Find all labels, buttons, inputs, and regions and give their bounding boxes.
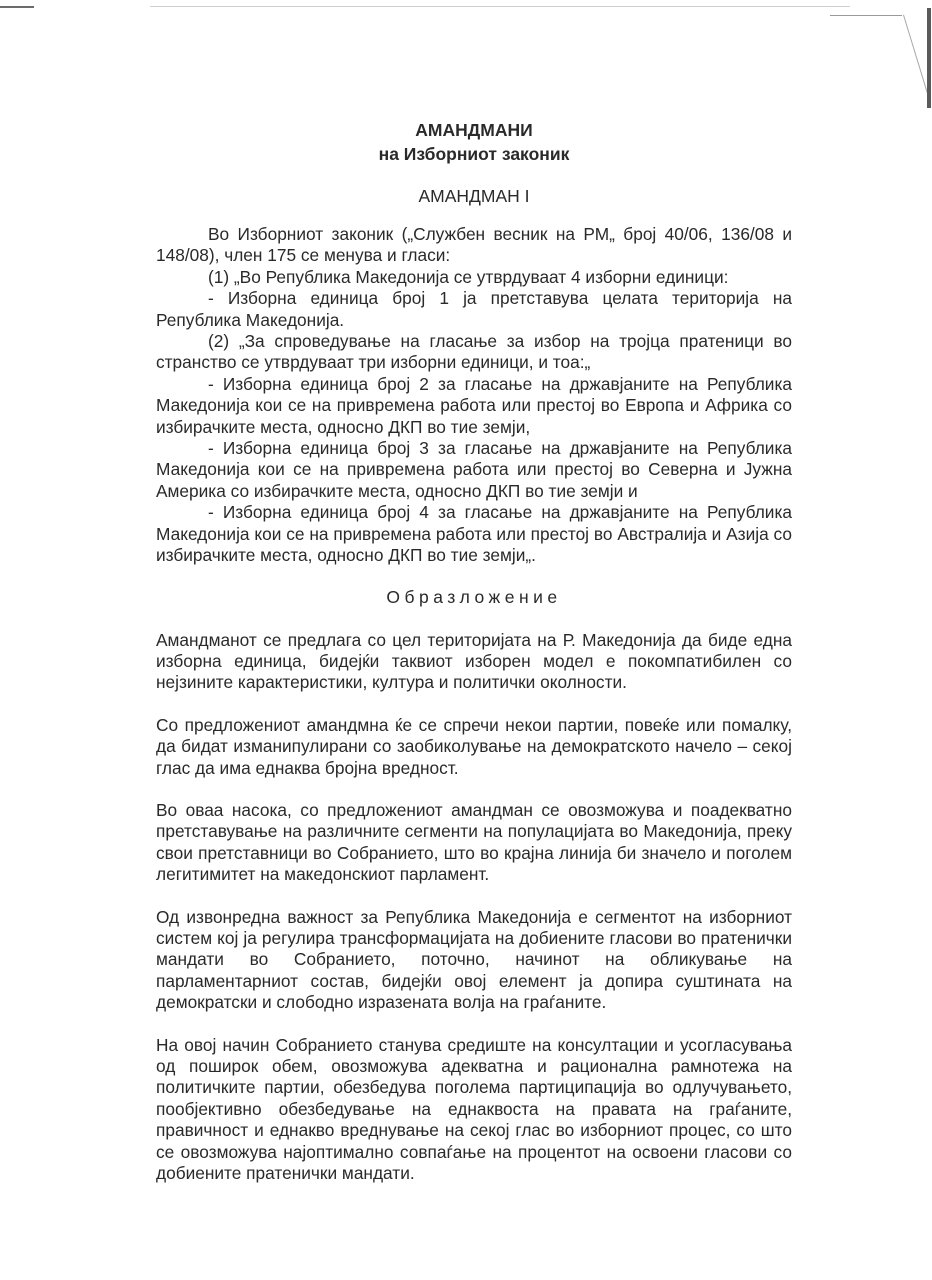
document-page [156,118,792,1205]
amendment-clause-1: (1) „Во Република Македонија се утврдуваат 4 изборни единици: [208,266,729,287]
scan-artifact-line [150,6,850,7]
electoral-unit-3: - Изборна единица број 3 за гласање на државјаните на Република Македонија кои се на привремена работа или престој во Северна и Јужна Америка со избирачките места, односно ДКП во тие земји и [156,438,792,501]
electoral-unit-2: - Изборна единица број 2 за гласање на државјаните на Република Македонија кои се на привремена работа или престој во Европа и Африка со избирачките места, односно ДКП во тие земји, [156,373,792,437]
explanation-paragraph: Со предложениот амандмна ќе се спречи некои партии, повеќе или помалку, да бидат изманипулирани со заобиколување на демократското начело – секој глас да има еднаква бројна вредност. [156,714,792,778]
electoral-unit-1: - Изборна единица број 1 ја претставува целата територија на Република Македонија. [156,288,792,330]
explanation-paragraph: Амандманот се предлага со цел територијата на Р. Македонија да биде една изборна единица, бидејќи таквиот изборен модел е покомпатибилен со нејзините карактеристики, култура и политички околности. [156,629,792,693]
amendment-heading: АМАНДМАН I [418,186,530,206]
document-subtitle: на Изборниот законик [378,144,570,164]
scan-artifact-line [0,6,34,8]
scan-artifact-edge [927,8,931,108]
electoral-unit-4: - Изборна единица број 4 за гласање на државјаните на Република Македонија кои се на привремена работа или престој во Австралија и Азија со избирачките места, односно ДКП во тие земји„. [156,502,792,566]
document-title: АМАНДМАНИ [415,120,533,140]
explanation-paragraph: На овој начин Собранието станува средиште на консултации и усогласувања од поширок обем, овозможува адекватна и рационална рамнотежа на политичките партии, обезбедува поголема партиципација во одлучувањето, пообјективно обезбедување на еднаквоста на правата на граѓаните, правичност и еднакво вреднување на секој глас во изборниот процес, со што се овозможува најоптимално совпаѓање на процентот на освоени гласови со добиените пратенички мандати. [156,1034,792,1184]
explanation-heading: Образложение [386,586,562,607]
amendment-intro: Во Изборниот законик („Службен весник на РМ„ број 40/06, 136/08 и 148/08), член 175 се менува и гласи: [156,224,792,266]
explanation-paragraph: Од извонредна важност за Република Македонија е сегментот на изборниот систем кој ја регулира трансформацијата на добиените гласови во пратенички мандати во Собранието, поточно, начинот на обликување на парламентарниот состав, бидејќи овој елемент ја допира суштината на демократски и слободно изразената волја на граѓаните. [156,906,792,1013]
scan-artifact-line [830,15,902,16]
explanation-paragraph: Во оваа насока, со предложениот амандман се овозможува и поадекватно претставување на различните сегменти на популацијата во Македонија, преку свои претставници во Собранието, што во крајна линија би значело и поголем легитимитет на македонскиот парламент. [156,799,792,885]
amendment-clause-2: (2) „За спроведување на гласање за избор на тројца пратеници во странство се утврдуваат три изборни единици, и тоа:„ [156,331,792,373]
